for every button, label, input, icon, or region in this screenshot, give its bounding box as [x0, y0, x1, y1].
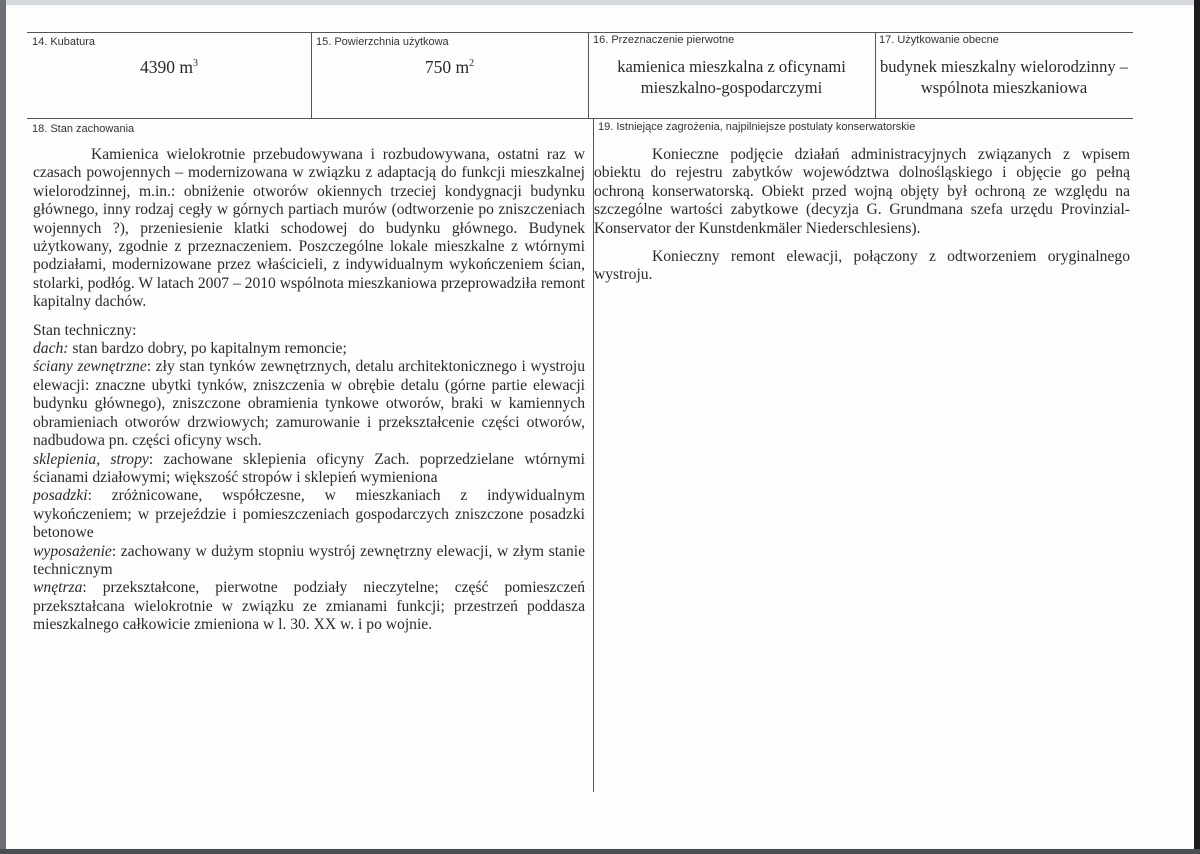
stan-intro-paragraph: Kamienica wielokrotnie przebudowywana i rozbudowywana, ostatni raz w czasach powojennych – modernizowana w związku z adaptacją do funkcji mieszkalnej wielorodzinnej, m.in.: obniżenie otworów okiennych trzeciej kondygnacji budynku głównego, inny rodzaj cegły w górnych partiach murów (odtworzenie po zniszczeniach wojennych ?), przeniesienie klatki schodowej do budynku głównego. Budynek użytkowany, zgodnie z przeznaczeniem. Poszczególne lokale mieszkalne z wtórnymi podziałami, modernizowane przez właścicieli, z indywidualnym wykończeniem ścian, stolarki, podłóg. W latach 2007 – 2010 wspólnota mieszkaniowa przeprowadziła remont kapitalny dachów.: [33, 146, 586, 311]
scan-edge-bottom: [0, 849, 1200, 854]
zagrozenia-content: [594, 146, 1130, 285]
stan-item-term: posadzki: [33, 487, 88, 505]
field-label-kubatura: 14. Kubatura: [32, 36, 95, 48]
zagrozenia-paragraph-1: Konieczne podjęcie działań administracyjnych związanych z wpisem obiektu do rejestru zabytków województwa dolnośląskiego i objęcie go pełną ochroną konserwatorską. Obiekt przed wojną objęty był ochroną ze względu na szczególne wartości zabytkowe (decyzja G. Grundmana szefa urzędu Provinzial-Konservator der Kunstdenkmäler Niederschlesiens).: [594, 146, 1130, 237]
stan-item-term: dach:: [33, 340, 69, 358]
powierzchnia-unit-exponent: 2: [469, 58, 475, 69]
field-value-uzytkowanie: [875, 56, 1133, 98]
field-value-kubatura: [27, 56, 311, 78]
field-label-przeznaczenie: 16. Przeznaczenie pierwotne: [593, 34, 735, 46]
stan-item-term: ściany zewnętrzne: [33, 358, 147, 376]
uzytkowanie-line-1: budynek mieszkalny wielorodzinny –: [880, 57, 1128, 76]
table-top-border: [27, 32, 1133, 33]
field-label-zagrozenia: 19. Istniejące zagrożenia, najpilniejsze postulaty konserwatorskie: [598, 121, 916, 133]
kubatura-value: 4390 m: [140, 57, 193, 77]
zagrozenia-paragraph-2: Konieczny remont elewacji, połączony z odtworzeniem oryginalnego wystroju.: [594, 248, 1130, 284]
scan-edge-top: [0, 0, 1200, 5]
field-label-powierzchnia: 15. Powierzchnia użytkowa: [316, 36, 449, 48]
stan-zachowania-content: [33, 146, 585, 635]
stan-item-posadzki: posadzki: zróżnicowane, współczesne, w mieszkaniach z indywidualnym wykończeniem; w przejeździe i pomieszczeniach gospodarczych zniszczone posadzki betonowe: [33, 487, 585, 542]
kubatura-unit-exponent: 3: [193, 58, 198, 69]
field-value-przeznaczenie: [588, 56, 875, 98]
przeznaczenie-line-2: mieszkalno-gospodarczymi: [640, 78, 823, 97]
stan-item-dach: dach: stan bardzo dobry, po kapitalnym remoncie;: [33, 340, 347, 358]
field-value-powierzchnia: [311, 56, 588, 78]
scan-edge-right: [1194, 0, 1200, 854]
stan-item-term: wnętrza: [33, 579, 83, 597]
stan-item-term: sklepienia, stropy: [33, 450, 149, 468]
scan-edge-left: [0, 0, 6, 854]
field-label-stan-zachowania: 18. Stan zachowania: [32, 123, 135, 135]
przeznaczenie-line-1: kamienica mieszkalna z oficynami: [617, 57, 846, 76]
row-divider: [27, 118, 1133, 119]
powierzchnia-value: 750 m: [424, 57, 470, 77]
field-label-uzytkowanie: 17. Użytkowanie obecne: [879, 34, 999, 46]
stan-item-wyposazenie: wyposażenie: zachowany w dużym stopniu wystrój zewnętrzny elewacji, w złym stanie technicznym: [33, 542, 585, 578]
stan-item-wnetrza: wnętrza: przekształcone, pierwotne podziały nieczytelne; część pomieszczeń przekształcana wielokrotnie w związku ze zmianami funkcji; przestrzeń poddasza mieszkalnego całkowicie zmieniona w l. 30. XX w. i po wojnie.: [33, 579, 585, 634]
uzytkowanie-line-2: wspólnota mieszkaniowa: [920, 78, 1088, 97]
stan-tech-heading: Stan techniczny:: [33, 321, 137, 339]
stan-item-sklepienia: sklepienia, stropy: zachowane sklepienia oficyny Zach. poprzedzielane wtórnymi ścianami działowymi; większość stropów i sklepień wymieniona: [33, 450, 585, 486]
stan-item-sciany: ściany zewnętrzne: zły stan tynków zewnętrznych, detalu architektonicznego i wystroju elewacji: znaczne ubytki tynków, zniszczenia w obrębie detalu (górne partie elewacji budynku głównego), zniszczone obramienia tynkowe otworów, braki w kamiennych obramieniach otworów drzwiowych; zamurowanie i przekształcenie części otworów, nadbudowa pn. części oficyny wsch.: [33, 358, 585, 450]
stan-item-term: wyposażenie: [33, 542, 112, 560]
